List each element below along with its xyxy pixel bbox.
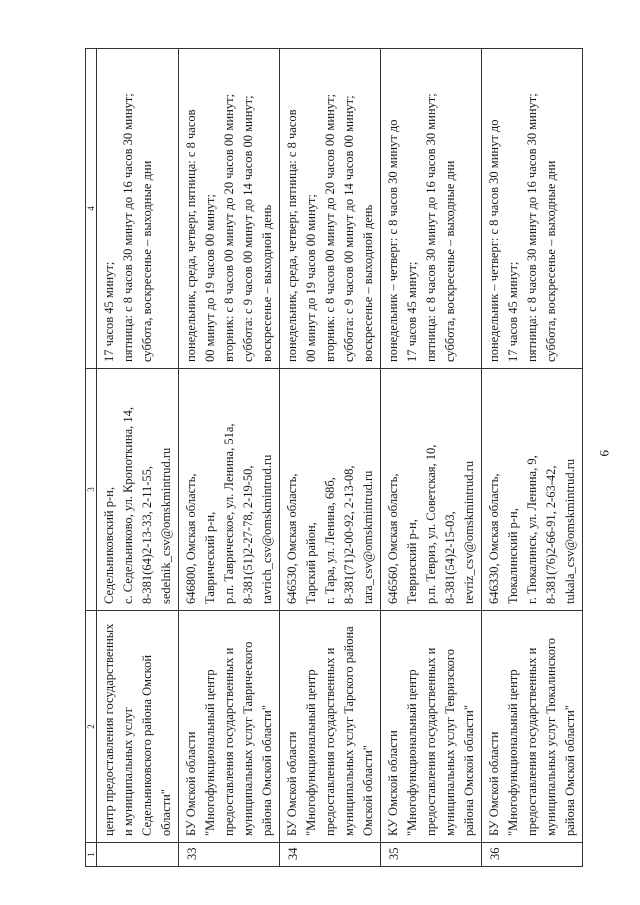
- hours-line: понедельник, среда, четверг, пятница: с 8 часов: [285, 109, 299, 362]
- header-col-4: 4: [86, 49, 97, 369]
- hours-line: 00 минут до 19 часов 00 минут;: [304, 194, 318, 362]
- hours-line: вторник: с 8 часов 00 минут до 20 часов 00 минут;: [323, 93, 337, 362]
- address-line: 8-381(54)2-15-03,: [443, 511, 457, 604]
- table-row: [280, 49, 381, 867]
- address-line: р.п. Таврическое, ул. Ленина, 51а,: [222, 423, 236, 604]
- address-line: с. Седельниково, ул. Кропоткина, 14,: [121, 406, 135, 604]
- row-number: [97, 843, 179, 867]
- address-line: Тюкалинский р-н,: [506, 508, 520, 604]
- header-col-3: 3: [86, 369, 97, 611]
- organization-text: центр предоставления государственных и муниципальных услуг Седельниковского района Омской области": [102, 623, 173, 836]
- address-contacts: [381, 369, 482, 611]
- address-line: tavrich_csv@omskmintrud.ru: [260, 454, 274, 604]
- working-hours: [381, 49, 482, 369]
- rotated-table-container: [85, 49, 577, 867]
- hours-line: 17 часов 45 минут;: [102, 261, 116, 362]
- working-hours: [482, 49, 583, 369]
- mfc-table: [85, 48, 583, 867]
- table-row: [381, 49, 482, 867]
- address-line: tevriz_csv@omskmintrud.ru: [462, 460, 476, 604]
- row-number: 33: [179, 843, 280, 867]
- address-line: 646800, Омская область,: [184, 473, 198, 604]
- address-contacts: [97, 369, 179, 611]
- working-hours: [280, 49, 381, 369]
- hours-line: пятница: с 8 часов 30 минут до 16 часов 30 минут;: [424, 93, 438, 362]
- address-line: Таврический р-н,: [203, 511, 217, 604]
- row-number: 34: [280, 843, 381, 867]
- hours-line: понедельник – четверг: с 8 часов 30 минут до: [386, 119, 400, 362]
- header-col-1: 1: [86, 843, 97, 867]
- hours-line: суббота, воскресенье – выходные дни: [544, 160, 558, 362]
- hours-line: воскресенье – выходной день: [361, 204, 375, 362]
- hours-line: 00 минут до 19 часов 00 минут;: [203, 194, 217, 362]
- address-line: tara_csv@omskmintrud.ru: [361, 470, 375, 604]
- page-number: 9: [597, 450, 612, 457]
- organization-text: КУ Омской области "Многофункциональный центр предоставления государственных и муниципальных услуг Тевризского района Омской области": [386, 647, 476, 836]
- address-line: Тарский район,: [304, 522, 318, 604]
- hours-line: воскресенье – выходной день: [260, 204, 274, 362]
- address-line: 8-381(51)2-27-78, 2-19-50,: [241, 465, 255, 604]
- address-line: 646530, Омская область,: [285, 473, 299, 604]
- row-number: 35: [381, 843, 482, 867]
- table-row: [482, 49, 583, 867]
- hours-line: понедельник – четверг: с 8 часов 30 минут до: [487, 119, 501, 362]
- address-line: Седельниковский р-н,: [102, 487, 116, 604]
- organization-name: [97, 611, 179, 843]
- organization-text: БУ Омской области "Многофункциональный центр предоставления государственных и муниципальных услуг Тюкалинского района Омской области": [487, 637, 577, 836]
- organization-name: [179, 611, 280, 843]
- hours-line: 17 часов 45 минут;: [506, 261, 520, 362]
- address-line: 646330, Омская область,: [487, 473, 501, 604]
- hours-line: пятница: с 8 часов 30 минут до 16 часов 30 минут;: [121, 93, 135, 362]
- hours-line: 17 часов 45 минут;: [405, 261, 419, 362]
- table-row: [179, 49, 280, 867]
- hours-line: суббота: с 9 часов 00 минут до 14 часов 00 минут;: [342, 95, 356, 362]
- organization-text: БУ Омской области "Многофункциональный центр предоставления государственных и муниципальных услуг Таврического района Омской области": [184, 641, 274, 836]
- organization-text: БУ Омской области "Многофункциональный центр предоставления государственных и муниципальных услуг Тарского района Омской области": [285, 626, 375, 836]
- working-hours: [97, 49, 179, 369]
- address-line: 8-381(64)2-13-33, 2-11-55,: [140, 465, 154, 604]
- address-line: г. Тюкалинск, ул. Ленина, 9,: [525, 455, 539, 604]
- organization-name: [381, 611, 482, 843]
- hours-line: пятница: с 8 часов 30 минут до 16 часов 30 минут;: [525, 93, 539, 362]
- address-line: р.п. Тевриз, ул. Советская, 10,: [424, 444, 438, 604]
- address-line: sedelnik_csv@omskmintrud.ru: [159, 447, 173, 604]
- hours-line: суббота: с 9 часов 00 минут до 14 часов 00 минут;: [241, 95, 255, 362]
- organization-name: [280, 611, 381, 843]
- address-contacts: [482, 369, 583, 611]
- address-line: Тевризский р-н,: [405, 519, 419, 604]
- hours-line: понедельник, среда, четверг, пятница: с 8 часов: [184, 109, 198, 362]
- row-number: 36: [482, 843, 583, 867]
- hours-line: вторник: с 8 часов 00 минут до 20 часов 00 минут;: [222, 93, 236, 362]
- header-row: [86, 49, 97, 867]
- address-line: 646560, Омская область,: [386, 473, 400, 604]
- header-col-2: 2: [86, 611, 97, 843]
- address-contacts: [280, 369, 381, 611]
- organization-name: [482, 611, 583, 843]
- address-line: 8-381(76)2-66-91, 2-63-42,: [544, 465, 558, 604]
- address-line: г. Тара, ул. Ленина, 68б,: [323, 477, 337, 604]
- working-hours: [179, 49, 280, 369]
- hours-line: суббота, воскресенье – выходные дни: [443, 160, 457, 362]
- address-line: tukala_csv@omskmintrud.ru: [563, 458, 577, 604]
- address-contacts: [179, 369, 280, 611]
- hours-line: суббота, воскресенье – выходные дни: [140, 160, 154, 362]
- table-row: [97, 49, 179, 867]
- address-line: 8-381(71)2-00-92, 2-13-08,: [342, 465, 356, 604]
